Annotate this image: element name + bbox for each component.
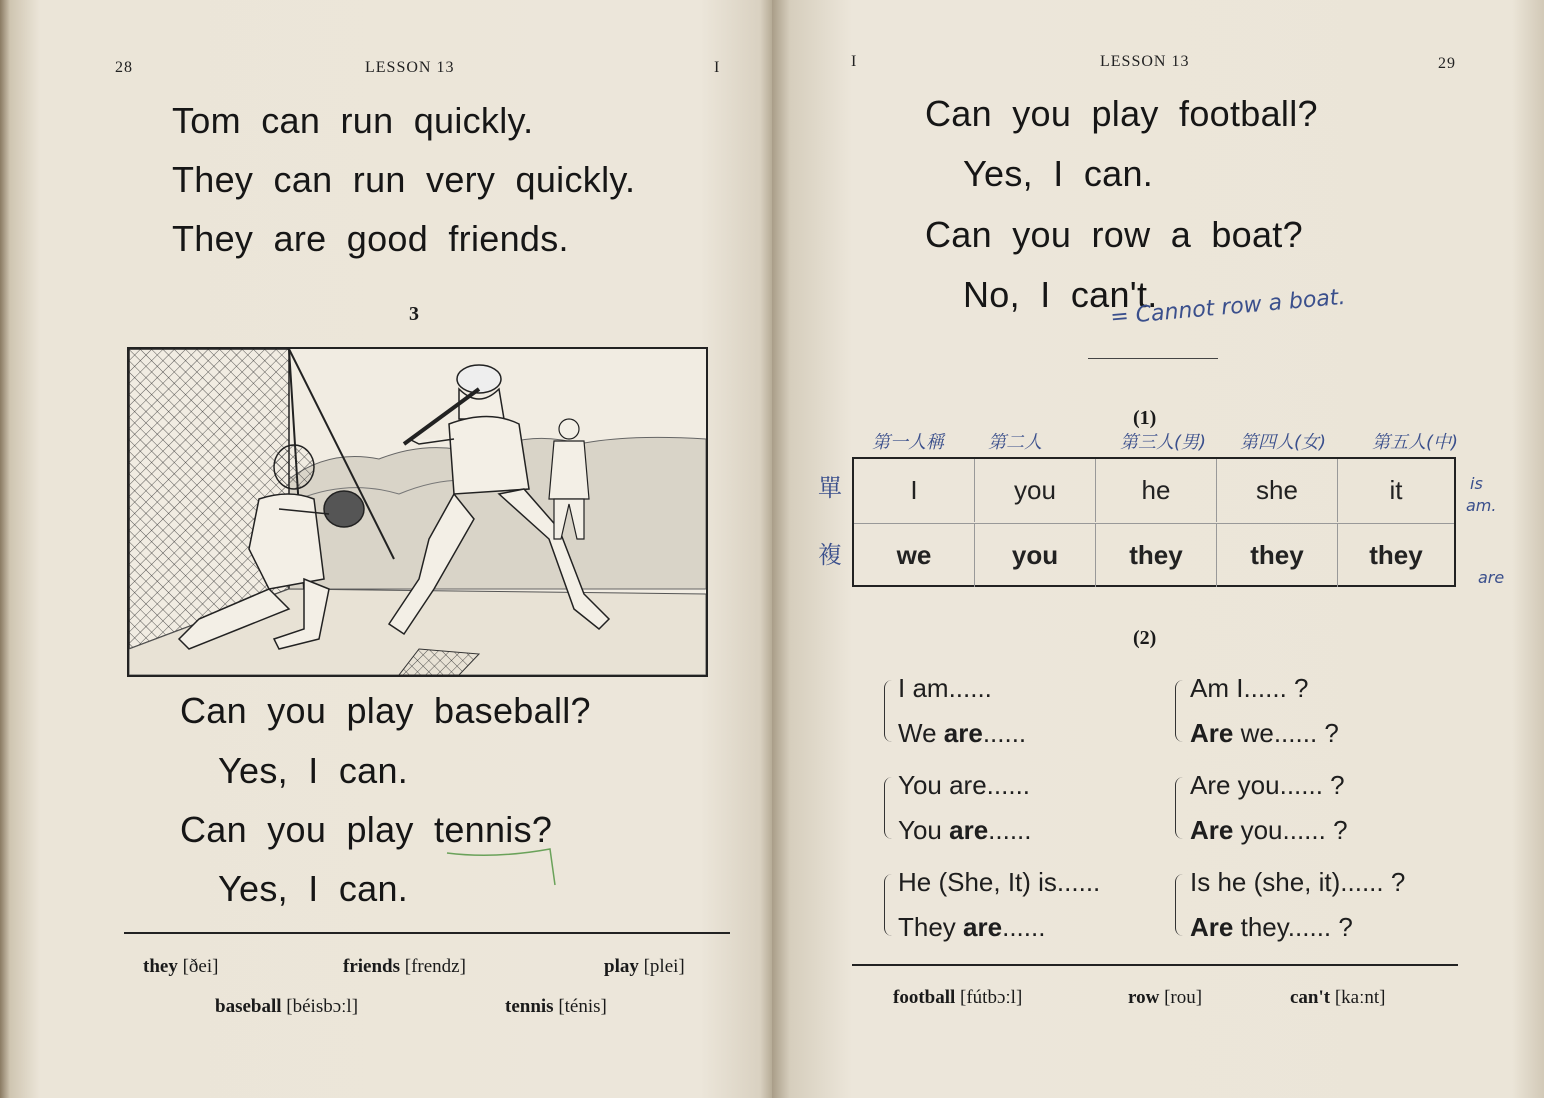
column-note-3: 第三人(男) <box>1120 432 1207 453</box>
section-number: 3 <box>409 303 419 325</box>
column-note-4: 第四人(女) <box>1240 432 1327 453</box>
vocab-they: they [ðei] <box>143 956 219 977</box>
conj-2-left-bottom: You are...... <box>898 815 1032 845</box>
brace <box>884 777 895 839</box>
row-note-plural: 複 <box>818 541 842 569</box>
handwritten-note: = Cannot row a boat. <box>1109 284 1347 331</box>
intro-line-1: Tom can run quickly. <box>172 100 534 141</box>
pronoun-row-singular <box>854 459 1454 522</box>
conj-3-left-bottom: They are...... <box>898 912 1046 942</box>
conj-3-left-top: He (She, It) is...... <box>898 867 1101 897</box>
vocab-friends: friends [frendz] <box>343 956 466 977</box>
conj-1-right-top: Am I...... ? <box>1190 673 1309 703</box>
brace <box>1175 680 1186 742</box>
right-dialogue-line-3: Can you row a boat? <box>925 214 1303 255</box>
pronoun-cell: I <box>854 459 975 522</box>
pronoun-cell: we <box>854 524 975 587</box>
baseball-scene-drawing <box>129 349 706 675</box>
side-note-am: am. <box>1466 496 1497 515</box>
left-dialogue-line-1: Can you play baseball? <box>180 690 591 731</box>
pronoun-cell: it <box>1389 475 1403 505</box>
conj-1-right-bottom: Are we...... ? <box>1190 718 1339 748</box>
right-vocab-divider <box>852 964 1458 966</box>
left-dialogue-line-3: Can you play tennis? <box>180 809 553 850</box>
vocab-football: football [fútbɔːl] <box>893 987 1023 1008</box>
right-header-marker: I <box>851 53 858 70</box>
vocab-cant: can't [kaːnt] <box>1290 987 1386 1008</box>
baseball-illustration <box>127 347 708 677</box>
column-note-5: 第五人(中) <box>1372 432 1459 453</box>
side-note-is: is <box>1470 474 1483 493</box>
right-lesson-title: LESSON 13 <box>1100 53 1190 70</box>
section-2-label: (2) <box>1133 627 1157 649</box>
pronoun-cell: you <box>975 459 1096 522</box>
left-header-marker: I <box>714 59 721 76</box>
left-dialogue-line-4: Yes, I can. <box>218 868 409 909</box>
pronoun-cell: he <box>1096 459 1217 522</box>
left-vocab-divider <box>124 932 730 934</box>
column-note-1: 第一人稱 <box>872 432 944 453</box>
section-1-label: (1) <box>1133 407 1157 429</box>
brace <box>1175 874 1186 936</box>
vocab-row: row [rou] <box>1128 987 1203 1008</box>
intro-line-3: They are good friends. <box>172 218 569 259</box>
brace <box>884 680 895 742</box>
right-dialogue-line-1: Can you play football? <box>925 93 1318 134</box>
vocab-play: play [plei] <box>604 956 685 977</box>
right-dialogue-line-2: Yes, I can. <box>963 153 1154 194</box>
green-underline-mark <box>445 845 560 890</box>
right-page-number: 29 <box>1438 55 1456 72</box>
vocab-baseball: baseball [béisbɔːl] <box>215 996 359 1017</box>
conj-2-right-top: Are you...... ? <box>1190 770 1345 800</box>
pronoun-table <box>852 457 1456 587</box>
intro-line-2: They can run very quickly. <box>172 159 636 200</box>
left-dialogue-line-2: Yes, I can. <box>218 750 409 791</box>
pronoun-cell: they <box>1096 524 1217 587</box>
vocab-tennis: tennis [ténis] <box>505 996 607 1017</box>
pronoun-cell: you <box>975 524 1096 587</box>
conj-2-left-top: You are...... <box>898 770 1031 800</box>
conj-3-right-bottom: Are they...... ? <box>1190 912 1353 942</box>
conj-1-left-bottom: We are...... <box>898 718 1027 748</box>
left-page-number: 28 <box>115 59 133 76</box>
pronoun-cell: they <box>1369 540 1423 570</box>
left-lesson-title: LESSON 13 <box>365 59 455 76</box>
pronoun-row-plural <box>854 523 1454 587</box>
conj-3-right-top: Is he (she, it)...... ? <box>1190 867 1406 897</box>
brace <box>884 874 895 936</box>
pronoun-cell: they <box>1217 524 1338 587</box>
short-divider <box>1088 358 1218 359</box>
brace <box>1175 777 1186 839</box>
row-note-singular: 單 <box>818 474 842 502</box>
conj-1-left-top: I am...... <box>898 673 992 703</box>
conj-2-right-bottom: Are you...... ? <box>1190 815 1348 845</box>
column-note-2: 第二人 <box>988 432 1042 453</box>
side-note-are: are <box>1478 568 1505 587</box>
pronoun-cell: she <box>1217 459 1338 522</box>
right-dialogue-line-4: No, I can't. <box>963 274 1158 315</box>
